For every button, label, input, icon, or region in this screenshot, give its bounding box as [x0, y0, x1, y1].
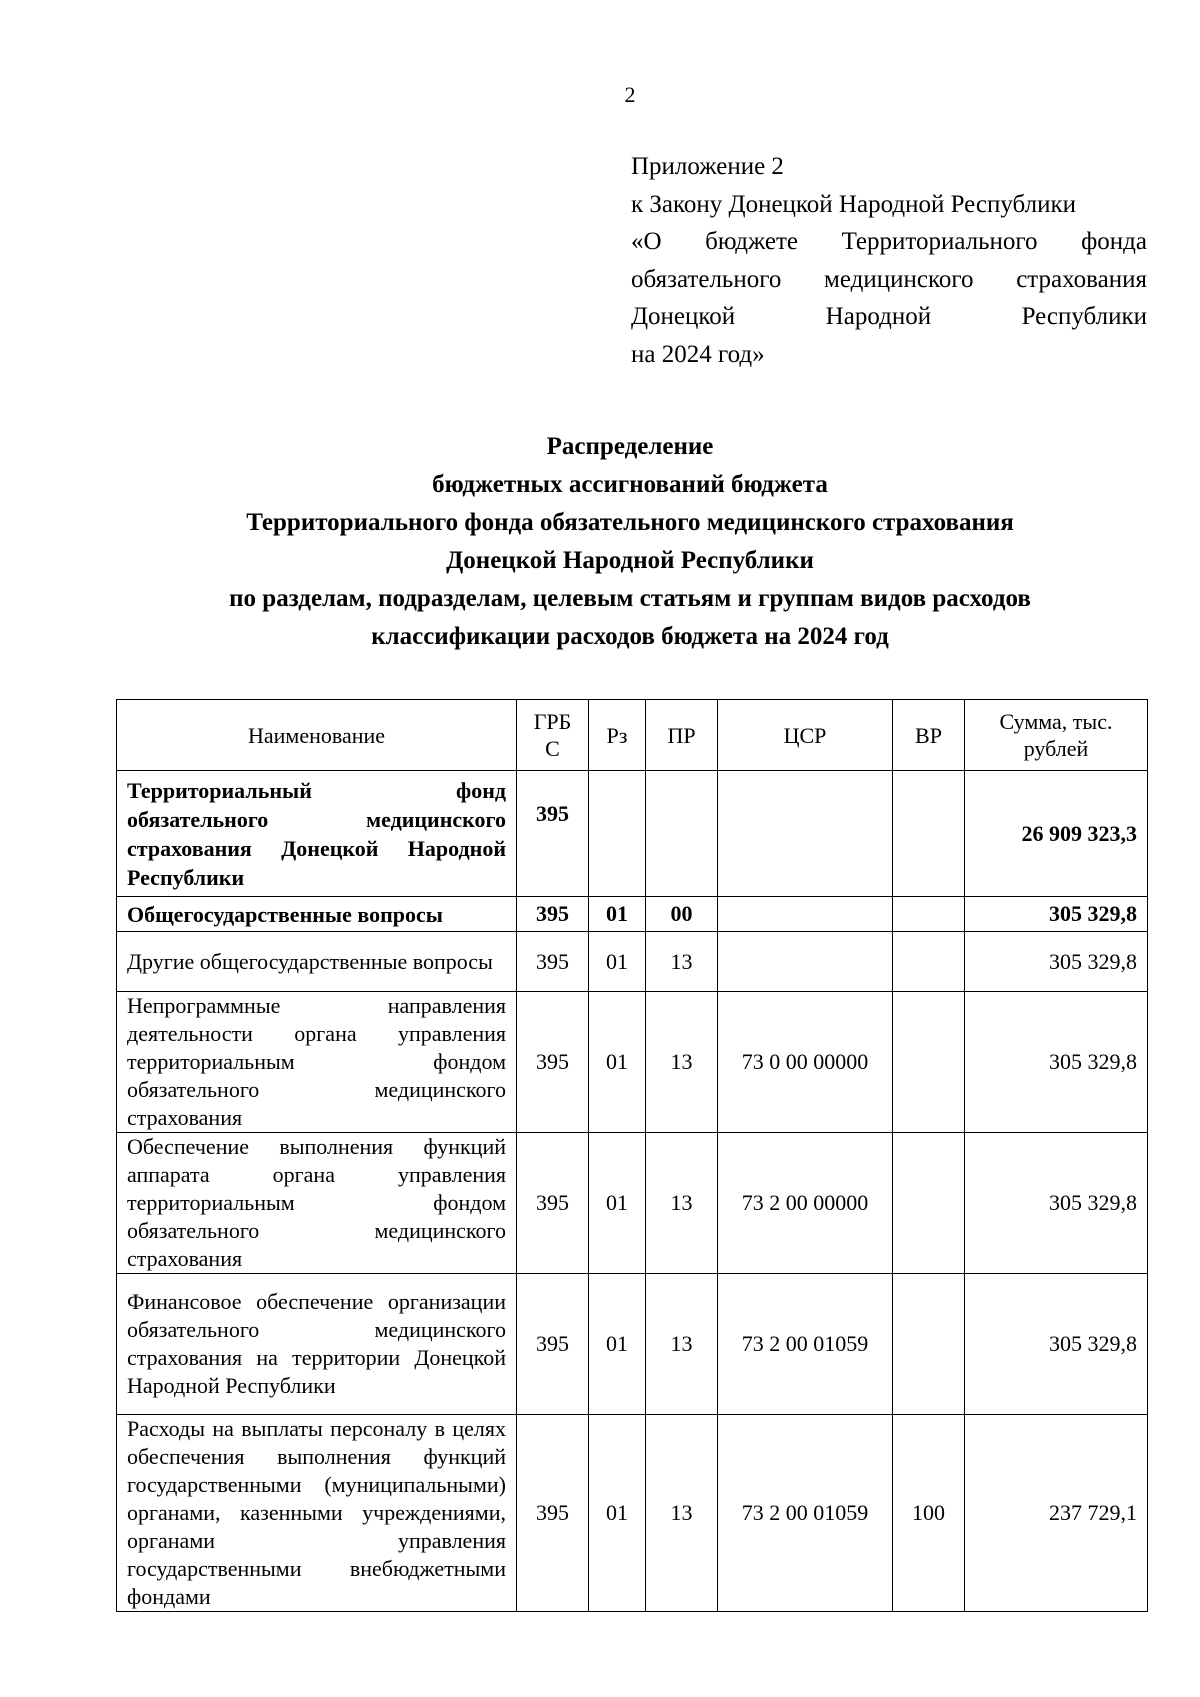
cell-name: Непрограммные направления деятельности органа управления территориальным фондом обязательного медицинского страхования: [117, 992, 517, 1133]
cell-vr: [893, 992, 965, 1133]
cell-rz: 01: [589, 897, 646, 932]
header-sum: Сумма, тыс. рублей: [965, 700, 1148, 771]
cell-csr: 73 2 00 01059: [718, 1274, 893, 1415]
cell-sum: 26 909 323,3: [965, 771, 1148, 897]
cell-sum: 305 329,8: [965, 1274, 1148, 1415]
cell-vr: [893, 932, 965, 992]
cell-sum: 305 329,8: [965, 1133, 1148, 1274]
appendix-line: Донецкой Народной Республики: [631, 303, 1147, 330]
cell-pr: 13: [646, 992, 718, 1133]
cell-sum: 305 329,8: [965, 897, 1148, 932]
table-row: [117, 1415, 1148, 1612]
table-row: [117, 771, 1148, 897]
cell-name: Общегосударственные вопросы: [117, 897, 517, 932]
cell-name: Обеспечение выполнения функций аппарата органа управления территориальным фондом обязательного медицинского страхования: [117, 1133, 517, 1274]
cell-rz: 01: [589, 1415, 646, 1612]
document-title: [0, 428, 1200, 656]
table-row: [117, 992, 1148, 1133]
header-vr: ВР: [893, 700, 965, 771]
cell-csr: 73 0 00 00000: [718, 992, 893, 1133]
cell-grbs: 395: [517, 1133, 589, 1274]
title-line: Территориального фонда обязательного медицинского страхования: [246, 509, 1014, 536]
table-row: [117, 932, 1148, 992]
header-grbs: ГРБ С: [517, 700, 589, 771]
cell-sum: 237 729,1: [965, 1415, 1148, 1612]
cell-grbs: 395: [517, 932, 589, 992]
title-line: Донецкой Народной Республики: [446, 547, 814, 574]
cell-pr: 13: [646, 1133, 718, 1274]
appendix-header: [631, 148, 1147, 373]
cell-pr: [646, 771, 718, 897]
cell-csr: 73 2 00 00000: [718, 1133, 893, 1274]
cell-vr: [893, 1133, 965, 1274]
cell-grbs: 395: [517, 897, 589, 932]
cell-rz: [589, 771, 646, 897]
cell-pr: 13: [646, 932, 718, 992]
cell-grbs: 395: [517, 771, 589, 897]
header-name: Наименование: [117, 700, 517, 771]
cell-pr: 13: [646, 1274, 718, 1415]
cell-vr: [893, 771, 965, 897]
cell-grbs: 395: [517, 1274, 589, 1415]
cell-name: Финансовое обеспечение организации обязательного медицинского страхования на территории Донецкой Народной Республики: [117, 1274, 517, 1415]
appendix-line: Приложение 2: [631, 153, 784, 180]
cell-name: Расходы на выплаты персоналу в целях обеспечения выполнения функций государственными (муниципальными) органами, казенными учреждениями, органами управления государственными внебюджетными фондами: [117, 1415, 517, 1612]
cell-sum: 305 329,8: [965, 932, 1148, 992]
appendix-line: на 2024 год»: [631, 340, 765, 368]
title-line: бюджетных ассигнований бюджета: [432, 471, 828, 498]
appendix-line: к Закону Донецкой Народной Республики: [631, 190, 1077, 218]
table-row: [117, 897, 1148, 932]
header-pr: ПР: [646, 700, 718, 771]
cell-grbs: 395: [517, 1415, 589, 1612]
cell-rz: 01: [589, 932, 646, 992]
cell-pr: 00: [646, 897, 718, 932]
cell-csr: [718, 771, 893, 897]
cell-rz: 01: [589, 992, 646, 1133]
header-rz: Рз: [589, 700, 646, 771]
cell-rz: 01: [589, 1274, 646, 1415]
cell-sum: 305 329,8: [965, 992, 1148, 1133]
table-header-row: [117, 700, 1148, 771]
title-line: по разделам, подразделам, целевым статьям и группам видов расходов: [229, 585, 1031, 612]
page-number: 2: [624, 82, 636, 107]
cell-csr: [718, 932, 893, 992]
header-csr: ЦСР: [718, 700, 893, 771]
cell-csr: 73 2 00 01059: [718, 1415, 893, 1612]
table-row: [117, 1133, 1148, 1274]
cell-rz: 01: [589, 1133, 646, 1274]
cell-vr: 100: [893, 1415, 965, 1612]
cell-vr: [893, 1274, 965, 1415]
cell-vr: [893, 897, 965, 932]
appendix-line: обязательного медицинского страхования: [631, 265, 1147, 293]
appendix-line: «О бюджете Территориального фонда: [631, 228, 1147, 255]
title-line: Распределение: [546, 433, 714, 460]
cell-grbs: 395: [517, 992, 589, 1133]
cell-pr: 13: [646, 1415, 718, 1612]
cell-name: Территориальный фонд обязательного медицинского страхования Донецкой Народной Республики: [117, 771, 517, 897]
cell-name: Другие общегосударственные вопросы: [117, 932, 517, 992]
title-line: классификации расходов бюджета на 2024 год: [371, 623, 889, 650]
cell-csr: [718, 897, 893, 932]
budget-table: [116, 699, 1148, 1612]
table-row: [117, 1274, 1148, 1415]
